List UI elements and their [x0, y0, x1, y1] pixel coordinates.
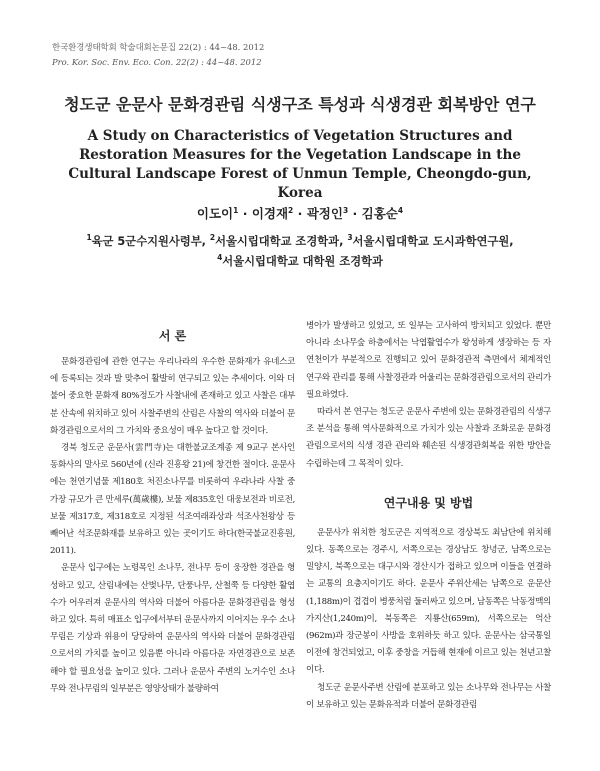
- section-heading-introduction: 서 론: [158, 329, 187, 343]
- body-paragraph: 운문사가 위치한 청도군은 지역적으로 경상북도 최남단에 위치해 있다. 동쪽으로는 경주시, 서쪽으로는 경상남도 창녕군, 남쪽으로는 밀양시, 북쪽으로는 대구시와 경산시가 접하고 있으며 이들을 연결하는 교통의 요충지이기도 하다. 운문사 주위산세는 남쪽으로 운문산(1,188m)이 겹겹이 병풍처럼 둘러싸고 있으며, 남동쪽은 낙동정맥의 가지산(1,240m)이, 북동쪽은 지룡산(659m), 서쪽으로는 억산(962m)과 장군봉이 사방을 호위하듯 하고 있다. 운문사는 삼국통일 이전에 창건되었고, 이후 중창을 거듭해 현재에 이르고 있는 천년고찰이다.: [306, 527, 551, 676]
- affiliations: [40, 232, 560, 272]
- author-list: [0, 204, 600, 222]
- journal-citation: [52, 40, 264, 70]
- body-paragraph: 따라서 본 연구는 청도군 운문사 주변에 있는 문화경관림의 식생구조 분석을 통해 역사문화적으로 가치가 있는 사찰과 조화로운 문화경관림으로서의 식생 경관 관리와 훼손된 식생경관회복을 위한 방안을 수립하는데 그 목적이 있다.: [306, 407, 551, 469]
- body-paragraph: 병아가 발생하고 있었고, 또 일부는 고사하여 방치되고 있었다. 뿐만아니라 소나무숲 하층에서는 낙엽활엽수가 왕성하게 생장하는 등 자연천이가 부분적으로 진행되고 있어 문화경관적 측면에서 체계적인 연구와 관리를 통해 사찰경관과 어울리는 문화경관림으로서의 관리가 필요하였다.: [306, 321, 551, 400]
- author: 이도이$^1$: [196, 205, 239, 221]
- author: 이경재$^2$: [251, 205, 294, 221]
- body-paragraph: 문화경관림에 관한 연구는 우리나라의 우수한 문화재가 유네스코에 등록되는 것과 발 맞추어 활발히 연구되고 있는 추세이다. 이와 더불어 중요한 문화재 80%정도가 사찰내에 존재하고 있고 사찰은 대부분 산속에 위치하고 있어 사찰주변의 산림은 사찰의 역사와 더불어 문화경관림으로서의 그 가치와 중요성이 매우 높다고 할 것이다.: [50, 357, 295, 436]
- journal-citation-en: Pro. Kor. Soc. Env. Eco. Con. 22(2) : 44~48. 2012: [52, 57, 262, 67]
- affiliation-line-2: $^4$서울시립대학교 대학원 조경학과: [217, 253, 383, 268]
- right-column: [306, 318, 551, 714]
- author: 곽정인$^3$: [306, 205, 349, 221]
- journal-citation-ko: 한국환경생태학회 학술대회논문집 22(2) : 44~48. 2012: [52, 42, 265, 52]
- title-english: A Study on Characteristics of Vegetation Structures and Restoration Measures for the Vegetation Landscape in the Cultural Landscape Forest of Unmun Temple, Cheongdo-gun, Korea: [68, 128, 532, 201]
- body-paragraph: 운문사 입구에는 노령목인 소나무, 전나무 등이 웅장한 경관을 형성하고 있고, 산림내에는 산벚나무, 단풍나무, 산철쭉 등 다양한 활엽수가 어우러져 운문사의 역사와 더불어 아름다운 문화경관림을 형성하고 있다. 특히 매표소 입구에서부터 운문사까지 이어지는 우수 소나무림은 기상과 위용이 당당하여 운문사의 역사와 더불어 문화경관림으로서의 가치를 높이고 있음뿐 아니라 아름다운 자연경관으로 보존해야 할 필요성을 높이고 있다. 그러나 운문사 주변의 노거수인 소나무와 전나무림의 일부분은 영양상태가 불량하여: [50, 563, 295, 694]
- section-heading-methods: 연구내용 및 방법: [383, 495, 474, 510]
- author-separator: ·: [293, 206, 307, 221]
- left-column: [50, 318, 295, 698]
- author-separator: ·: [238, 206, 252, 221]
- body-paragraph: 청도군 운문사주변 산림에 분포하고 있는 소나무와 전나무는 사찰이 보유하고 있는 문화유적과 더불어 문화경관림: [306, 682, 551, 710]
- affiliation-line-1: $^1$육군 5군수지원사령부, $^2$서울시립대학교 조경학과, $^3$서울시립대학교 도시과학연구원,: [86, 233, 514, 248]
- body-paragraph: 경북 청도군 운문사(雲門寺)는 대한불교조계종 제 9교구 본사인 동화사의 말사로 560년에 (신라 진흥왕 21)에 창건한 절이다. 운문사에는 천연기념물 제180호 처진소나무를 비롯하여 우라나라 사찰 중 가장 규모가 큰 만세루(萬歲樓), 보물 제835호인 대웅보전과 비로전, 보물 제317호, 제318호로 지정된 석조여래좌상과 석조사천왕상 등 빼어난 석조문화재를 보유하고 있는 곳이기도 하다(한국불교진흥원, 2011).: [50, 443, 295, 557]
- author: 김홍순$^4$: [361, 205, 404, 221]
- author-separator: ·: [348, 206, 362, 221]
- title-korean: 청도군 운문사 문화경관림 식생구조 특성과 식생경관 회복방안 연구: [64, 95, 536, 114]
